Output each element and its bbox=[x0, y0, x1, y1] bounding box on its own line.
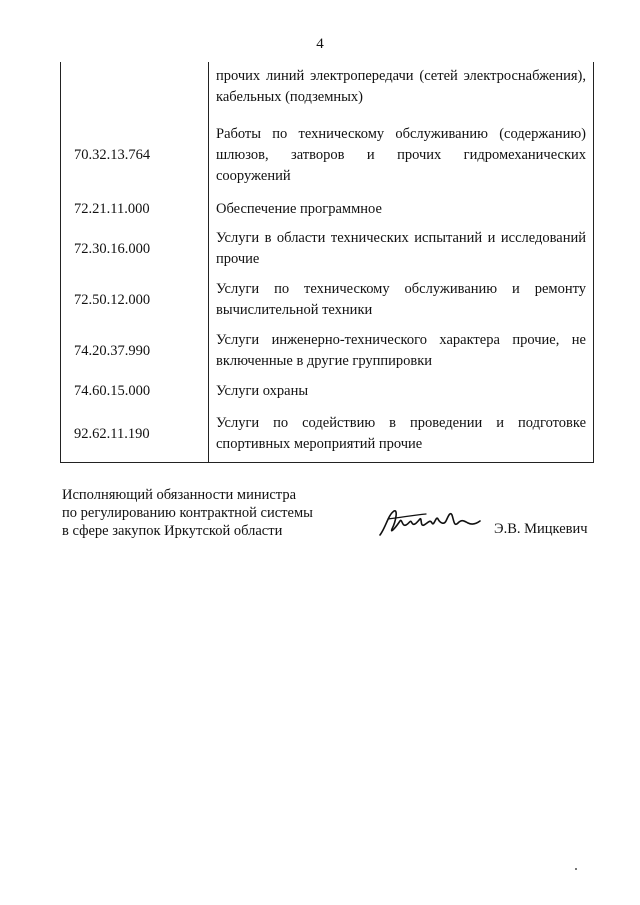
description-line: спортивных мероприятий прочие bbox=[216, 436, 423, 452]
description-line: Услуги в области технических испытаний и исследований bbox=[216, 230, 586, 246]
description-cell bbox=[209, 224, 594, 274]
signer-name: Э.В. Мицкевич bbox=[494, 521, 588, 537]
description-cell bbox=[209, 326, 594, 376]
description-cell bbox=[209, 194, 594, 224]
scan-artifact bbox=[575, 868, 577, 870]
code-cell: 70.32.13.764 bbox=[61, 116, 209, 194]
table-row bbox=[61, 194, 594, 224]
description-line: Обеспечение программное bbox=[216, 200, 382, 217]
description-line: Услуги по содействию в проведении и подготовке bbox=[216, 415, 586, 431]
table-row bbox=[61, 62, 594, 116]
description-line: Работы по техническому обслуживанию (содержанию) bbox=[216, 125, 586, 142]
description-line: прочих линий электропередачи (сетей электроснабжения), bbox=[216, 68, 586, 84]
code-cell: 72.30.16.000 bbox=[61, 224, 209, 274]
position-line: в сфере закупок Иркутской области bbox=[62, 523, 283, 539]
description-cell bbox=[209, 62, 594, 116]
code-cell bbox=[61, 62, 209, 116]
table-row bbox=[61, 274, 594, 326]
description-line: сооружений bbox=[216, 167, 291, 184]
description-line: вычислительной техники bbox=[216, 302, 373, 318]
description-cell bbox=[209, 116, 594, 194]
code-cell: 72.50.12.000 bbox=[61, 274, 209, 326]
description-cell bbox=[209, 406, 594, 463]
description-line: Услуги по техническому обслуживанию и ремонту bbox=[216, 281, 586, 297]
description-cell bbox=[209, 274, 594, 326]
signatory-position bbox=[62, 486, 313, 540]
handwritten-signature bbox=[374, 505, 484, 539]
table-row bbox=[61, 116, 594, 194]
description-cell bbox=[209, 376, 594, 406]
code-cell: 92.62.11.190 bbox=[61, 406, 209, 463]
codes-table bbox=[60, 62, 594, 463]
position-line: по регулированию контрактной системы bbox=[62, 505, 313, 521]
table-row bbox=[61, 376, 594, 406]
position-line: Исполняющий обязанности министра bbox=[62, 487, 297, 503]
table-row bbox=[61, 326, 594, 376]
description-line: Услуги инженерно-технического характера прочие, не bbox=[216, 332, 586, 348]
table-row bbox=[61, 224, 594, 274]
page-number: 4 bbox=[316, 36, 324, 52]
code-cell: 74.20.37.990 bbox=[61, 326, 209, 376]
code-cell: 74.60.15.000 bbox=[61, 376, 209, 406]
description-line: включенные в другие группировки bbox=[216, 353, 433, 369]
description-line: кабельных (подземных) bbox=[216, 89, 364, 105]
code-cell: 72.21.11.000 bbox=[61, 194, 209, 224]
description-line: шлюзов, затворов и прочих гидромеханических bbox=[216, 146, 586, 163]
description-line: прочие bbox=[216, 251, 260, 267]
description-line: Услуги охраны bbox=[216, 382, 309, 399]
table-row bbox=[61, 406, 594, 463]
